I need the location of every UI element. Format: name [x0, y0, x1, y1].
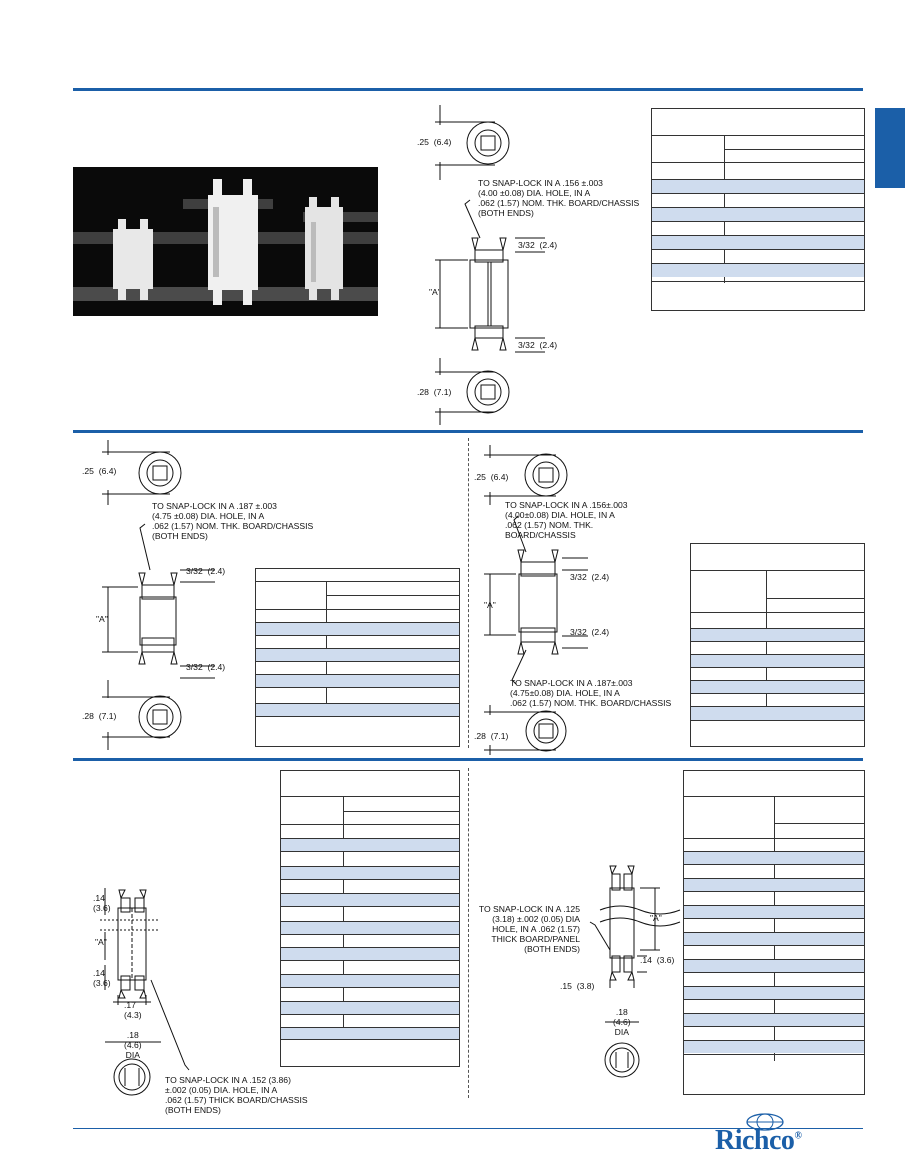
d4-dim-width: .17 (4.3) [124, 1000, 142, 1020]
d2-note: TO SNAP-LOCK IN A .187 ±.003 (4.75 ±0.08) DIA. HOLE, IN A .062 (1.57) NOM. THK. BOARD/CHASSIS (BOTH ENDS) [152, 501, 314, 541]
d5-dim-side: .14 (3.6) [640, 955, 675, 965]
d4-dim-a: "A" [95, 937, 107, 947]
d1-dim-a: "A" [429, 287, 441, 297]
d4-dim-dia: .18 (4.6) DIA [124, 1030, 142, 1060]
d3-note-top: TO SNAP-LOCK IN A .156±.003 (4.00±0.08) DIA. HOLE, IN A .062 (1.57) NOM. THK. BOARD/CHASSIS [505, 500, 628, 540]
logo-text: Richco [715, 1125, 795, 1156]
d2-dim-upper: 3/32 (2.4) [186, 566, 226, 576]
spacer-photo-icon [73, 167, 378, 316]
spec-table-5 [683, 770, 865, 1095]
d5-dim-dia: .18 (4.6) DIA [613, 1007, 631, 1037]
divider-mid [468, 438, 469, 748]
d5-dim-base: .15 (3.8) [560, 981, 595, 991]
richco-logo [705, 1113, 835, 1165]
divider-lower [468, 768, 469, 1098]
d4-note: TO SNAP-LOCK IN A .152 (3.86) ±.002 (0.05) DIA. HOLE, IN A .062 (1.57) THICK BOARD/CHASSIS (BOTH ENDS) [165, 1075, 308, 1115]
lower-rule [73, 758, 863, 761]
d2-dim-a: "A" [96, 614, 108, 624]
section-tab [875, 108, 905, 188]
logo-registered: ® [794, 1130, 802, 1142]
d3-dim-bottom: .28 (7.1) [474, 731, 509, 741]
drawing-2 [80, 440, 270, 750]
mid-rule [73, 430, 863, 433]
d4-dim-top: .14 (3.6) [93, 893, 111, 913]
d3-dim-a: "A" [484, 600, 496, 610]
top-rule [73, 88, 863, 91]
spacer-photo [73, 167, 378, 316]
spec-table-2 [255, 568, 460, 747]
d1-dim-bottom: .28 (7.1) [417, 387, 452, 397]
drawing-5 [565, 860, 685, 1090]
d1-dim-top: .25 (6.4) [417, 137, 452, 147]
spec-table-1 [651, 108, 865, 311]
d2-dim-bottom: .28 (7.1) [82, 711, 117, 721]
spec-table-4 [280, 770, 460, 1067]
d3-dim-upper: 3/32 (2.4) [570, 572, 610, 582]
d1-dim-lower: 3/32 (2.4) [518, 340, 558, 350]
d2-dim-lower: 3/32 (2.4) [186, 662, 226, 672]
d3-note-bottom: TO SNAP-LOCK IN A .187±.003 (4.75±0.08) DIA. HOLE, IN A .062 (1.57) NOM. THK. BOARD/CHASSIS [510, 678, 672, 708]
d1-note: TO SNAP-LOCK IN A .156 ±.003 (4.00 ±0.08) DIA. HOLE, IN A .062 (1.57) NOM. THK. BOARD/CHASSIS (BOTH ENDS) [478, 178, 640, 218]
d2-dim-top: .25 (6.4) [82, 466, 117, 476]
drawing-1 [420, 100, 660, 430]
d3-dim-top: .25 (6.4) [474, 472, 509, 482]
d1-dim-upper: 3/32 (2.4) [518, 240, 558, 250]
d5-note: TO SNAP-LOCK IN A .125 (3.18) ±.002 (0.05) DIA HOLE, IN A .062 (1.57) THICK BOARD/PANEL (BOTH ENDS) [478, 904, 580, 954]
d3-dim-lower: 3/32 (2.4) [570, 627, 610, 637]
spec-table-3 [690, 543, 865, 747]
d5-dim-a: "A" [650, 913, 662, 923]
d4-dim-mid: .14 (3.6) [93, 968, 111, 988]
